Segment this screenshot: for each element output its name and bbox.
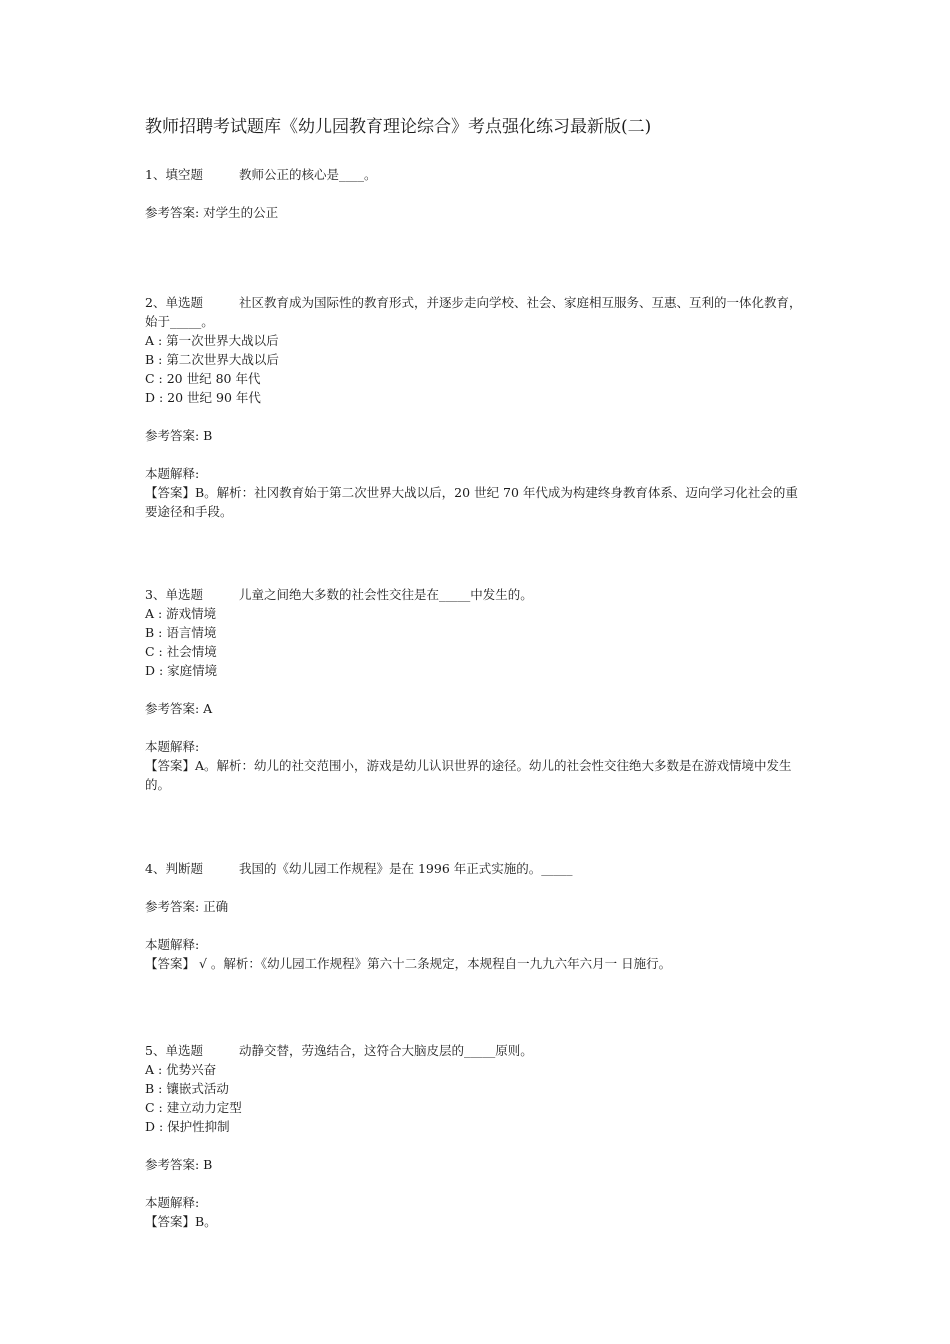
explanation: 【答案】A。解析：幼儿的社交范围小，游戏是幼儿认识世界的途径。幼儿的社会性交往绝大多数是在游戏情境中发生的。	[145, 758, 792, 792]
question-stem	[145, 1041, 805, 1060]
question-text: 社区教育成为国际性的教育形式，并逐步走向学校、社会、家庭相互服务、互惠、互利的一体化教育，始于_____。	[145, 295, 802, 329]
option-c: C : 社会情境	[145, 644, 217, 659]
option-d: D : 保护性抑制	[145, 1119, 230, 1134]
option-b: B : 第二次世界大战以后	[145, 352, 279, 367]
answer: 参考答案: B	[145, 428, 213, 443]
answer: 参考答案: 对学生的公正	[145, 205, 279, 220]
question-text: 动静交替，劳逸结合，这符合大脑皮层的_____原则。	[239, 1043, 533, 1058]
explanation: 【答案】 √ 。解析：《幼儿园工作规程》第六十二条规定，本规程自一九九六年六月一 日施行。	[145, 956, 672, 971]
question-type: 5、单选题	[145, 1043, 203, 1058]
explanation-label: 本题解释:	[145, 739, 200, 754]
question-stem	[145, 165, 805, 184]
option-a: A : 第一次世界大战以后	[145, 333, 279, 348]
option-a: A : 优势兴奋	[145, 1062, 217, 1077]
question-type: 2、单选题	[145, 295, 203, 310]
question-5	[145, 1041, 805, 1231]
question-1	[145, 165, 805, 222]
question-text: 儿童之间绝大多数的社会性交往是在_____中发生的。	[239, 587, 533, 602]
question-3	[145, 585, 805, 794]
answer: 参考答案: 正确	[145, 899, 229, 914]
option-d: D : 家庭情境	[145, 663, 218, 678]
explanation-label: 本题解释:	[145, 466, 200, 481]
option-c: C : 建立动力定型	[145, 1100, 242, 1115]
explanation: 【答案】B。	[145, 1214, 217, 1229]
question-2	[145, 293, 805, 521]
question-text: 我国的《幼儿园工作规程》是在 1996 年正式实施的。_____	[239, 861, 573, 876]
answer: 参考答案: A	[145, 701, 213, 716]
question-text: 教师公正的核心是____。	[239, 167, 377, 182]
question-stem	[145, 859, 805, 878]
explanation: 【答案】B。解析：社冈教育始于第二次世界大战以后，20 世纪 70 年代成为构建终身教育体系、迈向学习化社会的重要途径和手段。	[145, 485, 798, 519]
question-stem	[145, 585, 805, 604]
option-b: B : 语言情境	[145, 625, 217, 640]
explanation-label: 本题解释:	[145, 1195, 200, 1210]
option-b: B : 镶嵌式活动	[145, 1081, 229, 1096]
option-d: D : 20 世纪 90 年代	[145, 390, 261, 405]
option-c: C : 20 世纪 80 年代	[145, 371, 261, 386]
explanation-label: 本题解释:	[145, 937, 200, 952]
question-type: 4、判断题	[145, 861, 203, 876]
question-stem	[145, 293, 805, 331]
option-a: A : 游戏情境	[145, 606, 217, 621]
question-type: 1、填空题	[145, 167, 203, 182]
document-title: 教师招聘考试题库《幼儿园教育理论综合》考点强化练习最新版(二)	[145, 117, 652, 137]
question-4	[145, 859, 805, 973]
question-type: 3、单选题	[145, 587, 203, 602]
answer: 参考答案: B	[145, 1157, 213, 1172]
